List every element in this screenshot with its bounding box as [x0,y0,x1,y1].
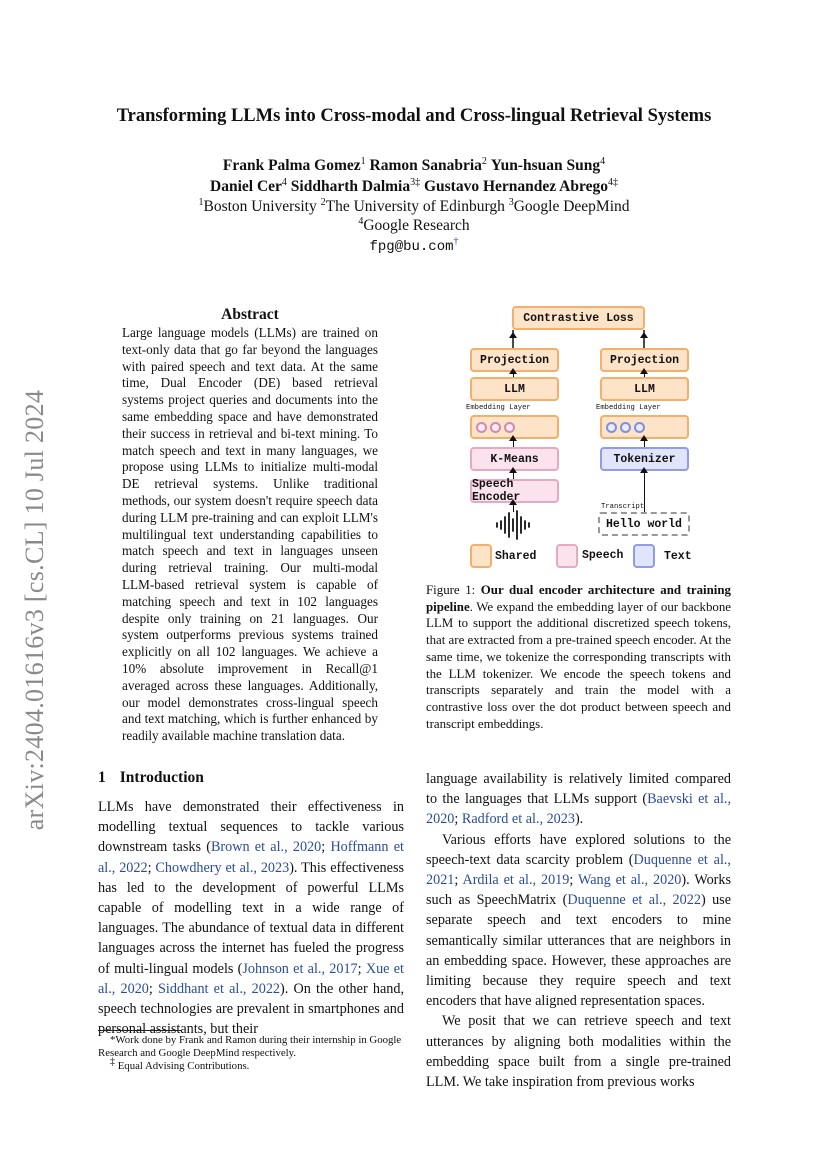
llm-box-speech: LLM [470,377,559,401]
legend-speech-label: Speech [582,549,624,562]
author-affiliation-mark: 4 [600,155,606,167]
tokenizer-box: Tokenizer [600,447,689,471]
citation-link[interactable]: Chowdhery et al., 2023 [155,859,290,876]
speech-token-icon [490,422,501,433]
paragraph [426,830,731,1012]
citation-link[interactable]: Brown et al., 2020 [210,839,322,856]
author-name: Gustavo Hernandez Abrego [423,178,608,195]
legend-text-label: Text [664,550,692,563]
body-text: language availability is relatively limited compared to the languages that LLMs support ( [426,771,731,808]
citation-link[interactable]: Hoffmann et al., 2022 [98,839,404,876]
figure-caption: Figure 1: Our dual encoder architecture and training pipeline. We expand the embedding layer of our backbone LLM to support the additional discretized speech tokens, that are extracted from a pre-trained speech encoder. At the same time, we tokenize the corresponding transcripts with the LLM tokenizer. We encode the speech tokens and transcripts separately and train the model with a contrastive loss over the dot product between speech and transcript embeddings. [426,583,731,731]
figure-architecture [426,300,731,575]
affiliation-line [60,198,768,216]
waveform-icon [495,510,531,540]
citation-link[interactable]: Duquenne et al., 2022 [567,892,701,909]
affiliation-name: Boston University [203,198,317,215]
body-text: ; [148,980,159,997]
legend-shared-swatch [470,544,492,568]
paragraph [426,1011,731,1092]
legend-shared-label: Shared [495,550,537,563]
author-line-1 [60,157,768,175]
llm-box-text: LLM [600,377,689,401]
section-heading-introduction: 1 Introduction [98,769,204,786]
author-email[interactable]: fpg@bu.com† [369,235,459,255]
transcript-label: Transcript [601,503,645,511]
citation-link[interactable]: Duquenne et al., 2021 [426,851,731,889]
speech-token-icon [476,422,487,433]
author-affiliation-mark: 1 [360,155,366,167]
citation-link[interactable]: Wang et al., 2020 [577,872,682,889]
body-text: We posit that we can retrieve speech and text utterances by aligning both modalities within the embedding space built from a single pre-trained LLM. We take inspiration from previous works [426,1013,731,1091]
speech-token-icon [504,422,515,433]
affiliation-mark: 1 [198,196,204,208]
affiliation-name: The University of Edinburgh [325,198,505,215]
author-name: Frank Palma Gomez [222,157,361,174]
body-text: ). This effectiveness has led to the development of powerful LLMs capable of modelling text in a wide range of languages. The abundance of textual data in different languages across the internet has fueled the progress of multi-lingual models ( [98,859,404,977]
affiliation-mark: 2 [320,196,326,208]
author-affiliation-mark: 4 [281,176,287,188]
author-affiliation-mark: 3‡ [410,176,421,188]
abstract-heading: Abstract [221,306,279,323]
body-text: ; [569,872,578,889]
arxiv-identifier: arXiv:2404.01616v3 [cs.CL] 10 Jul 2024 [20,389,49,831]
affiliation-name: Google DeepMind [513,198,630,215]
legend-speech-swatch [556,544,578,568]
citation-link[interactable]: Xue et al., 2020 [98,960,404,997]
affiliation-line-2: $^4$Google Research [358,215,470,234]
body-text: ; [147,859,156,876]
author-name: Ramon Sanabria [369,157,482,174]
affiliation-mark: 3 [508,196,514,208]
text-token-icon [634,422,645,433]
body-text: ; [357,960,366,977]
footnotes [98,1034,406,1074]
author-line-2 [60,178,768,196]
text-token-icon [620,422,631,433]
body-text: ). On the other hand, speech technologies are prevalent in smartphones and personal assistants, but their [98,980,404,1038]
body-text: ; [454,811,462,828]
embedding-layer-label-speech: Embedding Layer [466,404,531,412]
author-name: Yun-hsuan Sung [490,157,601,174]
footnote-internship: *Work done by Frank and Ramon during their internship in Google Research and Google DeepMind respectively. [98,1034,402,1060]
abstract-text: Large language models (LLMs) are trained on text-only data that go far beyond the languages with paired speech and text data. At the same time, Dual Encoder (DE) based retrieval systems project queries and documents into the same embedding space and have demonstrated their success in retrieval and bi-text mining. To match speech and text in many languages, we propose using LLMs to initialize multi-modal DE retrieval systems. Unlike traditional methods, our system doesn't require speech data during LLM pre-training and can exploit LLM's multilingual text understanding capabilities to match speech and text in languages unseen during retrieval training. Our multi-modal LLM-based retrieval system is capable of matching speech and text in 102 languages despite only training on 21 languages. Our system outperforms previous systems trained explicitly on all 102 languages. We achieve a 10% absolute improvement in Recall@1 averaged across these languages. Additionally, our model demonstrates cross-lingual speech and text matching, which is further enhanced by readily available machine translation data. [122,325,378,744]
transcript-box: Hello world [598,512,690,536]
body-text: LLMs have demonstrated their effectiveness in modelling textual sequences to tackle various downstream tasks ( [98,799,404,856]
author-affiliation-mark: 2 [481,155,487,167]
projection-box-speech: Projection [470,348,559,372]
body-text: ; [454,872,463,889]
arrow-tokenizer-embedding [644,440,645,447]
citation-link[interactable]: Radford et al., 2023 [461,811,575,828]
contrastive-loss-box: Contrastive Loss [512,306,645,330]
arrow-kmeans-embedding [513,440,514,447]
body-text: ; [321,839,331,856]
arrow-transcript-tokenizer [644,472,645,512]
author-name: Daniel Cer [210,178,282,195]
introduction-right-column [426,769,731,1092]
paper-title: Transforming LLMs into Cross-modal and Cross-lingual Retrieval Systems [116,106,712,126]
footnote-equal-advising: ‡ Equal Advising Contributions. [110,1056,250,1073]
footnote-rule [98,1030,182,1031]
introduction-left-column [98,797,404,1039]
body-text: ). [574,811,584,828]
body-text: Various efforts have explored solutions to the speech-text data scarcity problem ( [426,831,731,868]
text-token-icon [606,422,617,433]
speech-encoder-box: Speech Encoder [470,479,559,503]
body-text: ). Works such as SpeechMatrix ( [426,872,732,909]
legend-text-swatch [633,544,655,568]
author-affiliation-mark: 4‡ [607,176,618,188]
body-text: ) use separate speech and text encoders to mine semantically similar utterances that are neighbors in an embedding space. However, these approaches are limiting because they require speech and text encoders that have aligned representation spaces. [426,892,731,1010]
paragraph [426,769,731,830]
citation-link[interactable]: Baevski et al., 2020 [426,791,731,828]
citation-link[interactable]: Johnson et al., 2017 [242,960,358,977]
citation-link[interactable]: Ardila et al., 2019 [462,872,570,889]
kmeans-box: K-Means [470,447,559,471]
author-name: Siddharth Dalmia [290,178,411,195]
embedding-layer-label-text: Embedding Layer [596,404,661,412]
citation-link[interactable]: Siddhant et al., 2022 [158,980,281,997]
projection-box-text: Projection [600,348,689,372]
